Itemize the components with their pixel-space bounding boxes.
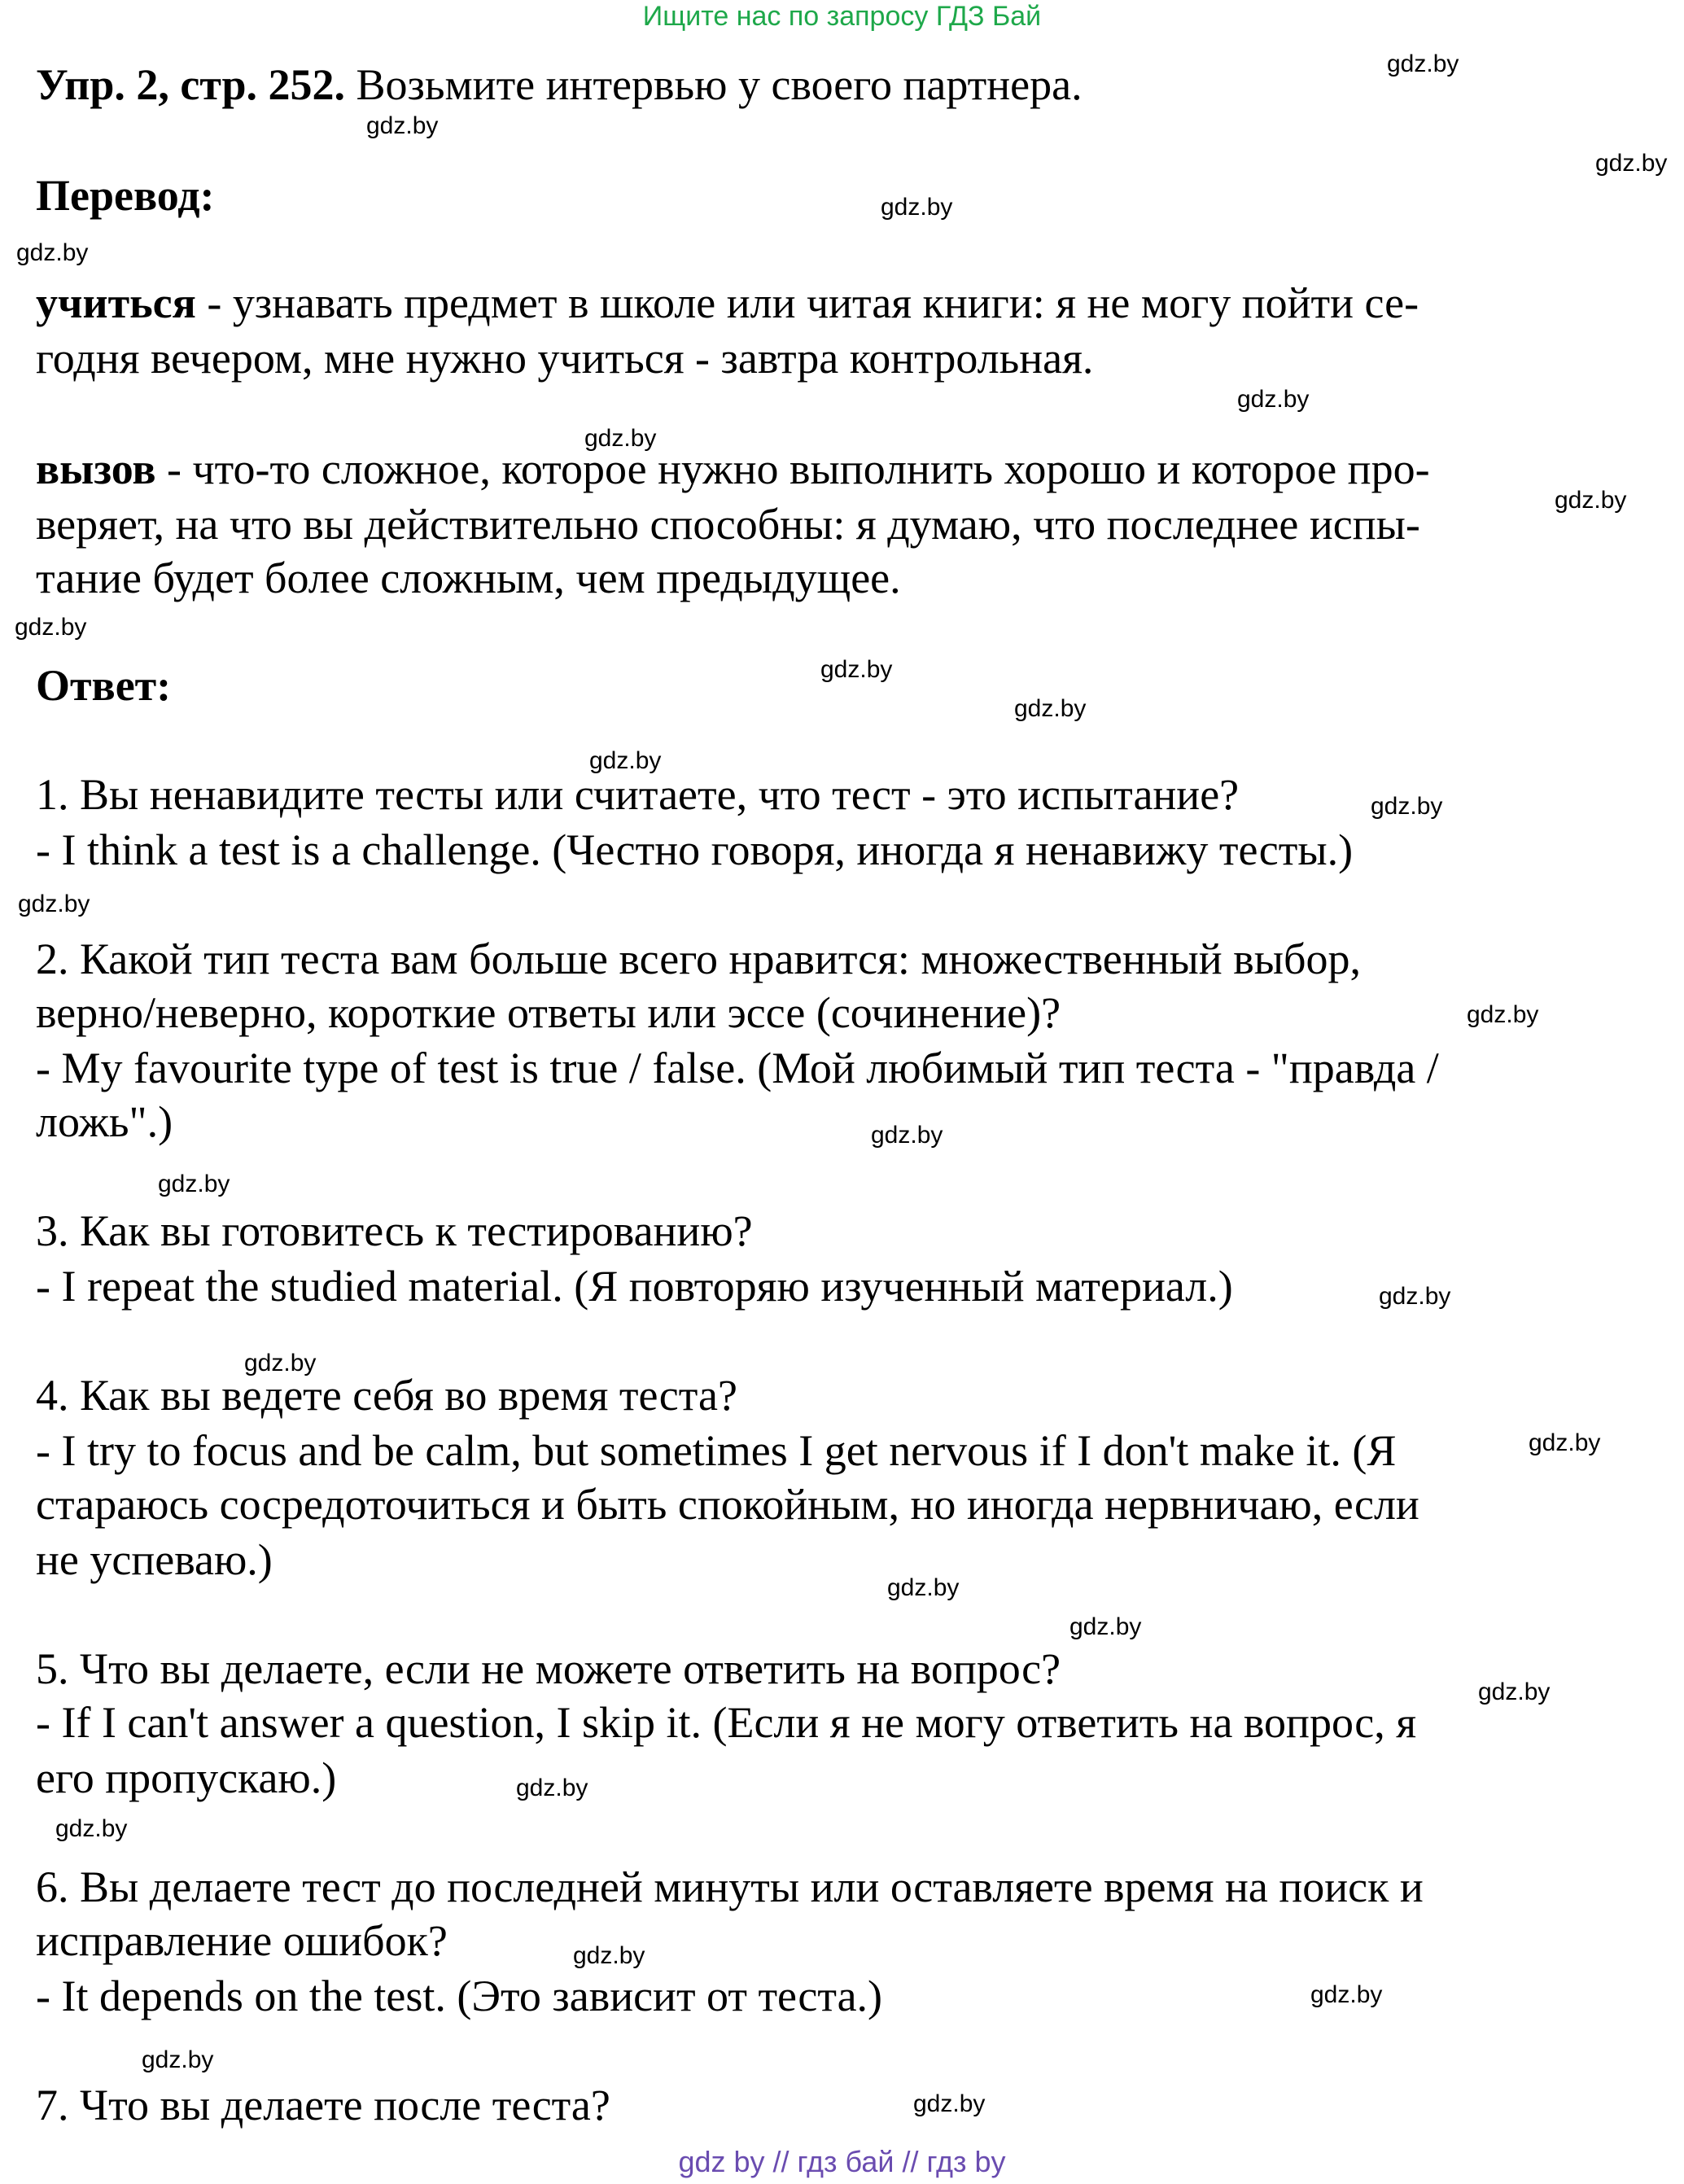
watermark: gdz.by bbox=[820, 656, 893, 683]
watermark: gdz.by bbox=[15, 614, 87, 641]
watermark: gdz.by bbox=[55, 1815, 128, 1842]
question-line: 4. Как вы ведете себя во время теста? bbox=[36, 1371, 737, 1420]
definition-line: тание будет более сложным, чем предыдущее. bbox=[36, 554, 901, 602]
watermark: gdz.by bbox=[584, 425, 657, 452]
watermark: gdz.by bbox=[1069, 1613, 1142, 1640]
answer-line: - My favourite type of test is true / false. (Мой любимый тип теста - "правда / bbox=[36, 1044, 1439, 1092]
answer-line: стараюсь сосредоточиться и быть спокойным, но иногда нервничаю, если bbox=[36, 1480, 1419, 1529]
watermark: gdz.by bbox=[1387, 50, 1459, 77]
watermark: gdz.by bbox=[887, 1574, 960, 1601]
answer-line: его пропускаю.) bbox=[36, 1753, 337, 1802]
definition-line bbox=[36, 277, 1419, 329]
watermark: gdz.by bbox=[366, 112, 439, 139]
answer-line: не успеваю.) bbox=[36, 1535, 273, 1584]
watermark: gdz.by bbox=[142, 2046, 214, 2073]
top-banner: Ищите нас по запросу ГДЗ Бай bbox=[642, 1, 1042, 32]
watermark: gdz.by bbox=[881, 194, 953, 221]
definition-line: годня вечером, мне нужно учиться - завтра контрольная. bbox=[36, 334, 1094, 383]
exercise-title bbox=[36, 59, 1083, 111]
watermark: gdz.by bbox=[589, 747, 662, 774]
watermark: gdz.by bbox=[913, 2090, 986, 2117]
definition-text: - узнавать предмет в школе или читая книги: я не могу пойти се- bbox=[195, 278, 1419, 327]
exercise-title-bold: Упр. 2, стр. 252. bbox=[36, 60, 346, 109]
question-line: верно/неверно, короткие ответы или эссе (сочинение)? bbox=[36, 988, 1061, 1037]
answer-line: - I try to focus and be calm, but sometimes I get nervous if I don't make it. (Я bbox=[36, 1426, 1397, 1475]
definition-line bbox=[36, 443, 1430, 495]
answer-line: ложь".) bbox=[36, 1097, 173, 1146]
definition-line: веряет, на что вы действительно способны: я думаю, что последнее испы- bbox=[36, 500, 1420, 549]
watermark: gdz.by bbox=[1467, 1001, 1539, 1028]
watermark: gdz.by bbox=[1595, 150, 1668, 177]
definition-term: вызов bbox=[36, 444, 156, 493]
bottom-banner: gdz by // гдз бай // гдз by bbox=[678, 2145, 1006, 2178]
watermark: gdz.by bbox=[18, 891, 90, 917]
watermark: gdz.by bbox=[1478, 1678, 1551, 1705]
watermark: gdz.by bbox=[573, 1942, 645, 1969]
question-line: исправление ошибок? bbox=[36, 1916, 448, 1965]
watermark: gdz.by bbox=[1237, 386, 1310, 413]
watermark: gdz.by bbox=[16, 239, 89, 266]
watermark: gdz.by bbox=[516, 1775, 588, 1801]
answer-heading: Ответ: bbox=[36, 661, 172, 710]
watermark: gdz.by bbox=[1529, 1429, 1601, 1456]
answer-line: - I think a test is a challenge. (Честно говоря, иногда я ненавижу тесты.) bbox=[36, 825, 1354, 874]
definition-term: учиться bbox=[36, 278, 196, 327]
definition-text: - что-то сложное, которое нужно выполнить хорошо и которое про- bbox=[155, 444, 1430, 493]
watermark: gdz.by bbox=[1379, 1283, 1451, 1310]
question-line: 1. Вы ненавидите тесты или считаете, что тест - это испытание? bbox=[36, 770, 1240, 819]
watermark: gdz.by bbox=[871, 1122, 943, 1149]
watermark: gdz.by bbox=[158, 1171, 230, 1197]
question-line: 3. Как вы готовитесь к тестированию? bbox=[36, 1206, 753, 1255]
question-line: 7. Что вы делаете после теста? bbox=[36, 2081, 610, 2129]
watermark: gdz.by bbox=[1371, 793, 1443, 820]
watermark: gdz.by bbox=[1014, 695, 1087, 722]
translation-heading: Перевод: bbox=[36, 171, 215, 220]
watermark: gdz.by bbox=[1310, 1981, 1383, 2008]
answer-line: - It depends on the test. (Это зависит от теста.) bbox=[36, 1972, 883, 2020]
watermark: gdz.by bbox=[244, 1350, 317, 1376]
answer-line: - I repeat the studied material. (Я повторяю изученный материал.) bbox=[36, 1262, 1233, 1311]
answer-line: - If I can't answer a question, I skip it. (Если я не могу ответить на вопрос, я bbox=[36, 1698, 1417, 1747]
watermark: gdz.by bbox=[1555, 487, 1627, 514]
question-line: 6. Вы делаете тест до последней минуты или оставляете время на поиск и bbox=[36, 1862, 1424, 1911]
question-line: 5. Что вы делаете, если не можете ответить на вопрос? bbox=[36, 1644, 1061, 1693]
exercise-title-text: Возьмите интервью у своего партнера. bbox=[345, 60, 1083, 109]
question-line: 2. Какой тип теста вам больше всего нравится: множественный выбор, bbox=[36, 934, 1361, 983]
